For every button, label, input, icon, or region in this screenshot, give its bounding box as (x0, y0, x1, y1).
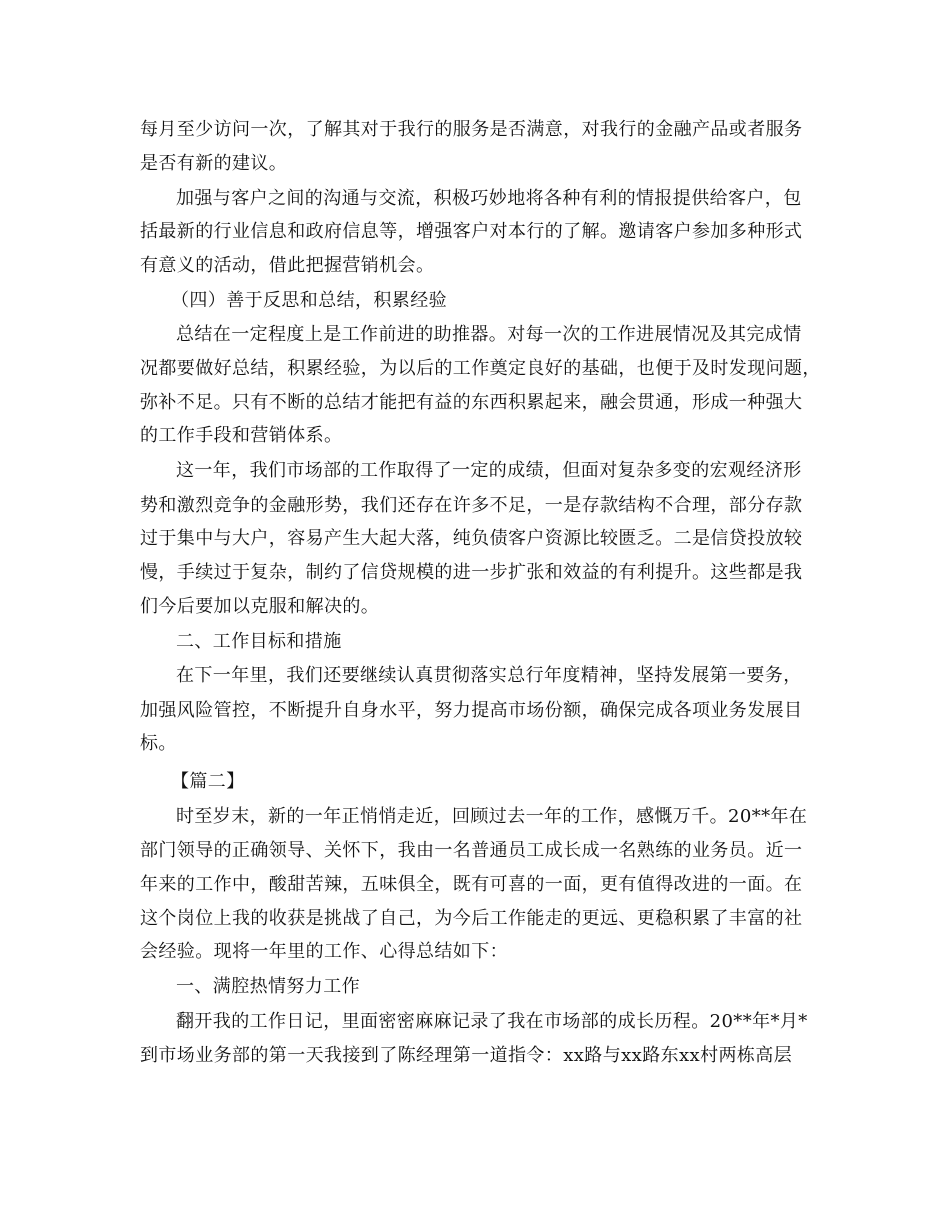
text-line: 在下一年里，我们还要继续认真贯彻落实总行年度精神，坚持发展第一要务， (176, 665, 802, 686)
text-line: 加强风险管控，不断提升自身水平，努力提高市场份额，确保完成各项业务发展目 (140, 700, 803, 721)
text-line: 有意义的活动，借此把握营销机会。 (140, 255, 435, 276)
text-line: 年来的工作中，酸甜苦辣，五味俱全，既有可喜的一面，更有值得改进的一面。在 (140, 874, 803, 895)
section-heading: 一、满腔热情努力工作 (176, 976, 360, 997)
text-line: 这个岗位上我的收获是挑战了自己，为今后工作能走的更远、更稳积累了丰富的社 (140, 908, 803, 929)
text-line: 标。 (140, 733, 177, 754)
text-line: 的工作手段和营销体系。 (140, 425, 343, 446)
text-line: 部门领导的正确领导、关怀下，我由一名普通员工成长成一名熟练的业务员。近一 (140, 840, 803, 861)
text-line: 括最新的行业信息和政府信息等，增强客户对本行的了解。邀请客户参加多种形式 (140, 221, 803, 242)
text-line: 到市场业务部的第一天我接到了陈经理第一道指令：xx路与xx路东xx村两栋高层 (140, 1045, 793, 1066)
text-line: 时至岁末，新的一年正悄悄走近，回顾过去一年的工作，感慨万千。20**年在 (176, 806, 808, 827)
section-heading: 二、工作目标和措施 (176, 631, 342, 652)
text-line: 慢，手续过于复杂，制约了信贷规模的进一步扩张和效益的有利提升。这些都是我 (140, 562, 803, 583)
text-line: 总结在一定程度上是工作前进的助推器。对每一次的工作进展情况及其完成情 (176, 324, 802, 345)
text-line: 势和激烈竞争的金融形势，我们还存在许多不足，一是存款结构不合理，部分存款 (140, 495, 803, 516)
text-line: 会经验。现将一年里的工作、心得总结如下： (140, 941, 508, 962)
text-line: 这一年，我们市场部的工作取得了一定的成绩，但面对复杂多变的宏观经济形 (176, 460, 802, 481)
text-line: 弥补不足。只有不断的总结才能把有益的东西积累起来，融会贯通，形成一种强大 (140, 392, 803, 413)
text-line: 况都要做好总结，积累经验，为以后的工作奠定良好的基础，也便于及时发现问题， (140, 358, 821, 379)
part-heading: 【篇二】 (171, 771, 245, 792)
text-line: 们今后要加以克服和解决的。 (140, 596, 380, 617)
section-heading: （四）善于反思和总结，积累经验 (171, 290, 447, 311)
text-line: 是否有新的建议。 (140, 153, 288, 174)
text-line: 每月至少访问一次，了解其对于我行的服务是否满意，对我行的金融产品或者服务 (140, 119, 803, 140)
text-line: 加强与客户之间的沟通与交流，积极巧妙地将各种有利的情报提供给客户，包 (176, 188, 802, 209)
text-line: 过于集中与大户，容易产生大起大落，纯负债客户资源比较匮乏。二是信贷投放较 (140, 528, 803, 549)
text-line: 翻开我的工作日记，里面密密麻麻记录了我在市场部的成长历程。20**年*月* (176, 1011, 808, 1032)
